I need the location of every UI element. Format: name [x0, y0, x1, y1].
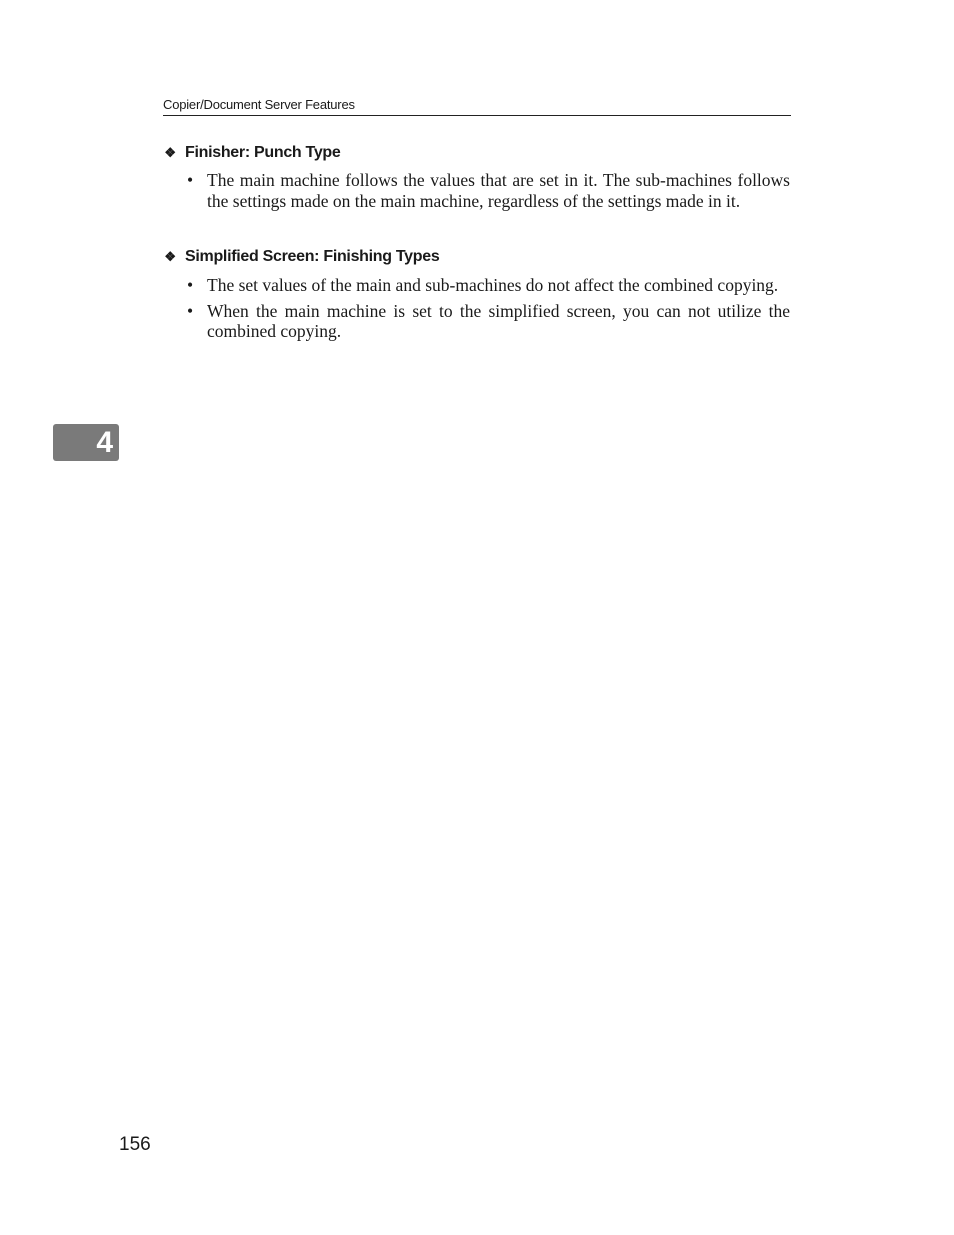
list-item	[185, 170, 790, 211]
bullet-list-finishing-types	[185, 275, 790, 347]
list-item	[185, 275, 790, 296]
diamond-bullet-icon: ❖	[164, 145, 176, 160]
running-header-title: Copier/Document Server Features	[163, 97, 355, 112]
list-item-text: The main machine follows the values that are set in it. The sub-machines follows the settings made on the main machine, regardless of the settings made in it.	[207, 170, 790, 211]
chapter-number: 4	[96, 426, 113, 459]
section-heading-punch-type	[163, 143, 341, 163]
section-heading-text: Finisher: Punch Type	[185, 144, 341, 161]
bullet-dot-icon: •	[187, 300, 194, 321]
list-item	[185, 301, 790, 342]
bullet-list-punch-type	[185, 170, 790, 216]
list-item-text: When the main machine is set to the simplified screen, you can not utilize the combined copying.	[207, 300, 790, 341]
list-item-text: The set values of the main and sub-machines do not affect the combined copying.	[207, 275, 779, 295]
section-heading-text: Simplified Screen: Finishing Types	[185, 248, 440, 265]
diamond-bullet-icon: ❖	[164, 249, 176, 264]
bullet-dot-icon: •	[187, 170, 194, 190]
page-number: 156	[119, 1134, 151, 1155]
section-heading-finishing-types	[163, 247, 439, 267]
bullet-dot-icon: •	[187, 275, 194, 295]
running-header	[163, 96, 791, 116]
chapter-tab	[53, 424, 119, 461]
